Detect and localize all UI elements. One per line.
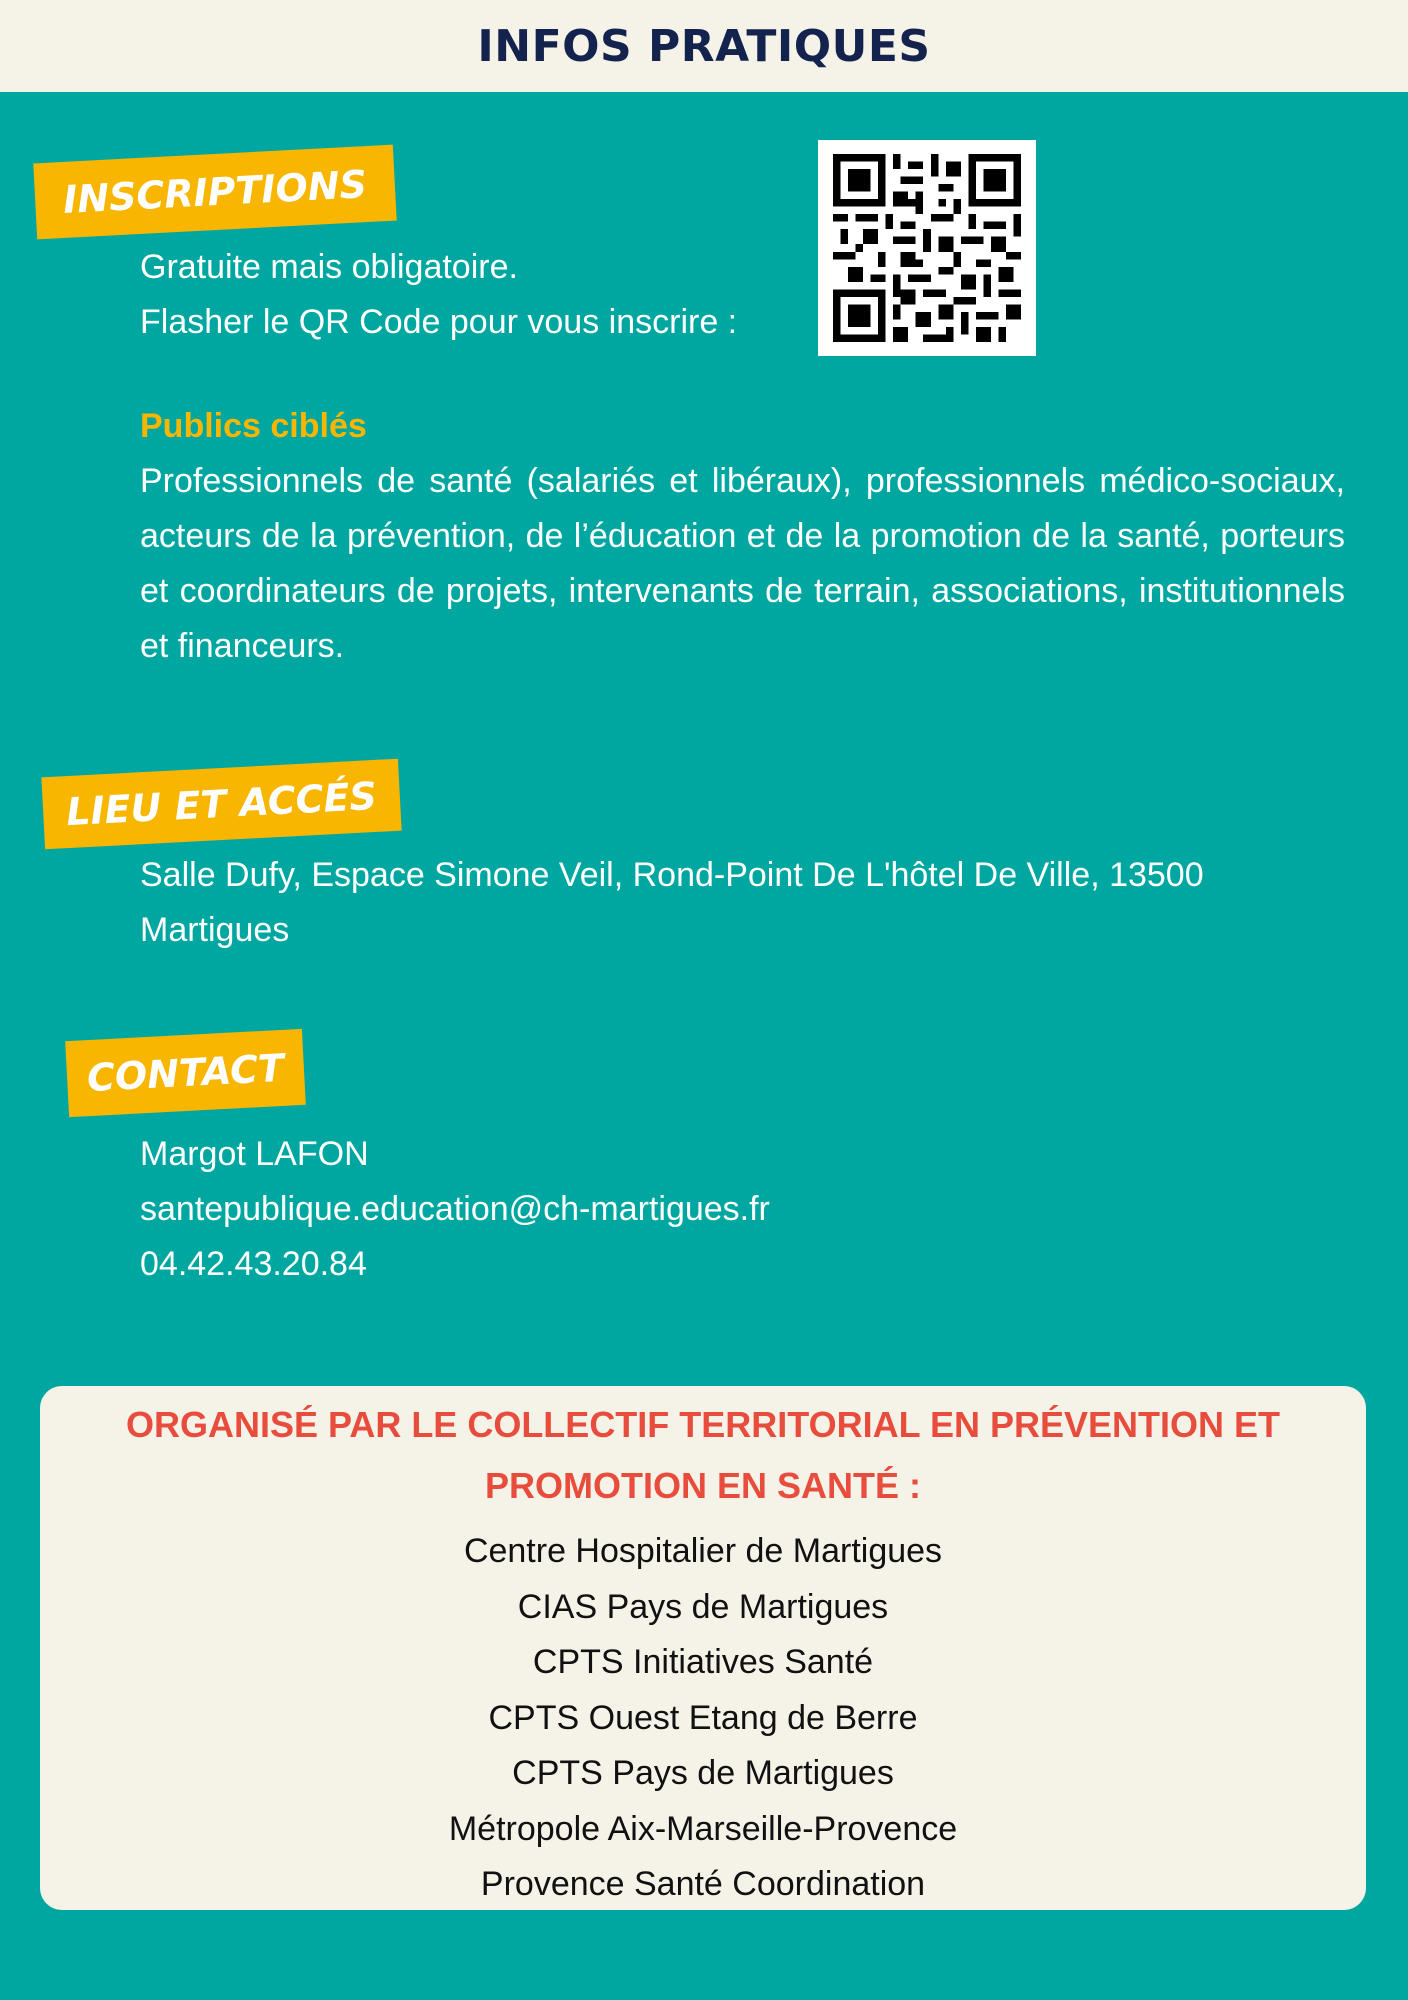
organisers-title: ORGANISÉ PAR LE COLLECTIF TERRITORIAL EN PRÉVENTION ET PROMOTION EN SANTÉ : — [125, 1404, 1281, 1506]
contact-name: Margot LAFON — [140, 1135, 369, 1173]
contact-tag: CONTACT — [65, 1029, 306, 1117]
organisers-box — [40, 1386, 1366, 1910]
qr-code-icon[interactable] — [818, 140, 1036, 356]
organiser-item: CIAS Pays de Martigues — [517, 1587, 889, 1626]
organiser-item: Centre Hospitalier de Martigues — [463, 1532, 943, 1570]
organiser-item: Métropole Aix-Marseille-Provence — [448, 1809, 958, 1848]
lieu-block — [140, 848, 1340, 958]
contact-email[interactable]: santepublique.education@ch-martigues.fr — [140, 1190, 770, 1228]
organiser-item: Provence Santé Coordination — [480, 1865, 926, 1903]
publics-text: Professionnels de santé (salariés et libéraux), professionnels médico-sociaux, acteurs de la prévention, de l’éducation et de la promotion de la santé, porteurs et coordinateurs de projets, intervenants de terrain, associations, institutionnels et financeurs. — [140, 462, 1345, 665]
lieu-tag: LIEU ET ACCÉS — [41, 759, 401, 850]
contact-block — [140, 1127, 1240, 1292]
header-bar — [0, 0, 1408, 92]
inscriptions-line-qr: Flasher le QR Code pour vous inscrire : — [140, 303, 738, 341]
inscriptions-tag: INSCRIPTIONS — [33, 145, 396, 240]
inscriptions-block — [140, 240, 790, 350]
publics-title: Publics ciblés — [140, 407, 367, 445]
inscriptions-line-free: Gratuite mais obligatoire. — [140, 248, 518, 286]
organiser-item: CPTS Pays de Martigues — [512, 1754, 894, 1792]
contact-phone[interactable]: 04.42.43.20.84 — [140, 1245, 367, 1283]
page-title: INFOS PRATIQUES — [477, 20, 931, 72]
organisers-list — [40, 1524, 1366, 1913]
organiser-item: CPTS Initiatives Santé — [532, 1643, 874, 1681]
lieu-address-line: Salle Dufy, Espace Simone Veil, Rond-Point De L'hôtel De Ville, 13500 — [140, 856, 1204, 894]
organiser-item: CPTS Ouest Etang de Berre — [488, 1698, 918, 1737]
lieu-city-line: Martigues — [140, 911, 290, 949]
